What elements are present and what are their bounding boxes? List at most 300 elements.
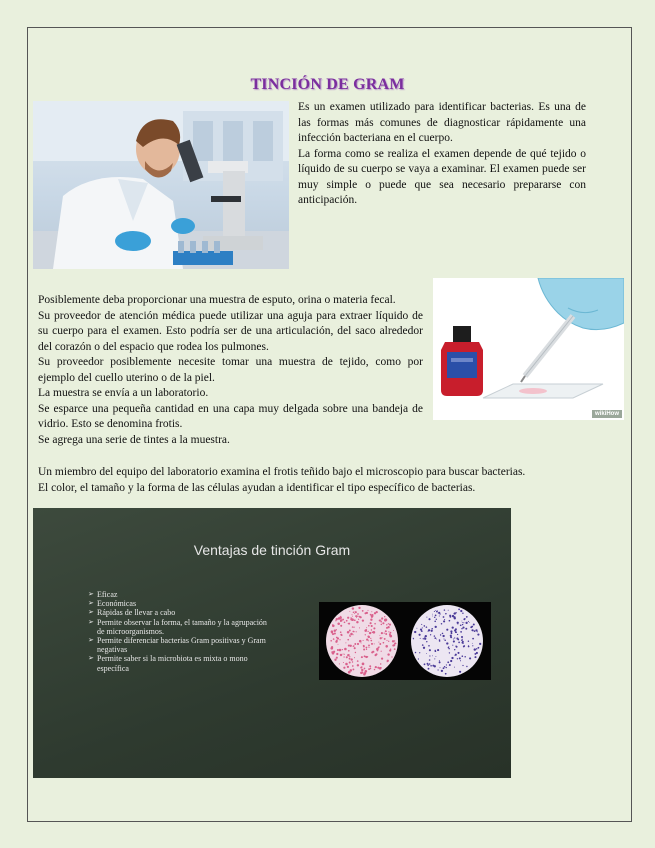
stained-cell xyxy=(349,630,351,632)
stained-cell xyxy=(390,648,391,649)
stained-cell xyxy=(368,625,370,627)
stained-cell xyxy=(364,670,367,673)
stained-cell xyxy=(354,619,356,621)
gram-advantages-slide xyxy=(33,508,511,778)
stained-cell xyxy=(336,629,337,630)
stained-cell xyxy=(371,625,373,627)
stained-cell xyxy=(343,667,345,669)
stained-cell xyxy=(449,620,451,622)
stained-cell xyxy=(387,660,389,662)
stained-cell xyxy=(349,636,350,637)
stained-cell xyxy=(459,671,461,673)
stained-cell xyxy=(461,628,462,629)
stained-cell xyxy=(390,635,393,638)
stained-cell xyxy=(340,618,341,619)
stained-cell xyxy=(468,621,469,622)
stained-cell xyxy=(340,621,341,622)
stained-cell xyxy=(386,640,387,641)
stained-cell xyxy=(394,642,396,644)
stained-cell xyxy=(361,643,362,644)
stained-cell xyxy=(421,624,422,625)
stained-cell xyxy=(459,657,461,659)
stained-cell xyxy=(362,610,364,612)
stained-cell xyxy=(455,646,456,647)
stained-cell xyxy=(364,668,366,670)
list-item: ➢ Permite diferenciar bacterias Gram positivas y Gram negativas xyxy=(88,636,266,655)
stained-cell xyxy=(354,631,355,632)
procedure-paragraph: Se esparce una pequeña cantidad en una capa muy delgada sobre una bandeja de vidrio. Esto se denomina frotis. xyxy=(38,402,423,430)
stained-cell xyxy=(452,626,454,628)
stained-cell xyxy=(429,655,430,656)
stained-cell xyxy=(439,661,441,663)
stained-cell xyxy=(420,638,421,639)
stained-cell xyxy=(441,670,443,672)
stained-cell xyxy=(376,611,378,613)
stained-cell xyxy=(453,641,455,643)
stained-cell xyxy=(462,613,463,614)
stained-cell xyxy=(434,665,436,667)
stained-cell xyxy=(342,619,344,621)
stained-cell xyxy=(472,645,473,646)
stained-cell xyxy=(394,648,396,650)
arrow-bullet-icon: ➢ xyxy=(88,599,94,608)
stained-cell xyxy=(445,613,446,614)
stained-cell xyxy=(430,665,432,667)
stained-cell xyxy=(462,627,464,629)
stained-cell xyxy=(445,673,447,675)
stained-cell xyxy=(444,639,446,641)
stained-cell xyxy=(440,667,441,668)
stained-cell xyxy=(384,638,386,640)
stained-cell xyxy=(474,648,476,650)
stained-cell xyxy=(374,623,376,625)
stained-cell xyxy=(429,659,431,661)
stained-cell xyxy=(333,651,335,653)
stained-cell xyxy=(355,615,357,617)
procedure-paragraph: La muestra se envía a un laboratorio. xyxy=(38,387,209,399)
stained-cell xyxy=(471,626,473,628)
stained-cell xyxy=(421,630,423,632)
stained-cell xyxy=(385,645,388,648)
stained-cell xyxy=(374,643,375,644)
stained-cell xyxy=(464,656,466,658)
stained-cell xyxy=(460,631,462,633)
stained-cell xyxy=(370,619,372,621)
stained-cell xyxy=(353,634,354,635)
stained-cell xyxy=(370,622,372,624)
stained-cell xyxy=(469,622,470,623)
stained-cell xyxy=(344,654,345,655)
stained-cell xyxy=(460,610,462,612)
stained-cell xyxy=(426,617,427,618)
stained-cell xyxy=(349,611,350,612)
stained-cell xyxy=(437,669,438,670)
stained-cell xyxy=(457,634,458,635)
stained-cell xyxy=(383,642,385,644)
stained-cell xyxy=(460,624,462,626)
stained-cell xyxy=(444,619,445,620)
stained-cell xyxy=(381,624,383,626)
stained-cell xyxy=(426,626,428,628)
stained-cell xyxy=(440,634,441,635)
stained-cell xyxy=(350,617,351,618)
stained-cell xyxy=(344,621,346,623)
stained-cell xyxy=(462,624,463,625)
stained-cell xyxy=(354,611,355,612)
stained-cell xyxy=(352,614,353,615)
stained-cell xyxy=(441,623,443,625)
stained-cell xyxy=(341,620,342,621)
stained-cell xyxy=(457,652,459,654)
stained-cell xyxy=(462,621,463,622)
stained-cell xyxy=(380,637,382,639)
stained-cell xyxy=(357,664,359,666)
stained-cell xyxy=(446,664,447,665)
stained-cell xyxy=(340,634,342,636)
list-item: ➢ Permite saber si la microbiota es mixta o mono específica xyxy=(88,654,248,673)
intro-paragraph: La forma como se realiza el examen depende de qué tejido o líquido de su cuerpo se vaya a examinar. El examen puede ser muy simple o puede que sea necesario prepararse con anticipación. xyxy=(298,147,586,206)
stained-cell xyxy=(458,609,460,611)
stained-cell xyxy=(367,610,368,611)
stained-cell xyxy=(347,666,349,668)
stained-cell xyxy=(428,631,429,632)
stained-cell xyxy=(363,645,365,647)
procedure-paragraph: Su proveedor posiblemente necesite tomar una muestra de tejido, como por ejemplo del cuello uterino o de la piel. xyxy=(38,356,423,384)
stained-cell xyxy=(364,629,367,632)
stained-cell xyxy=(428,668,430,670)
stained-cell xyxy=(340,625,342,627)
stained-cell xyxy=(369,647,370,648)
stained-cell xyxy=(384,619,387,622)
stained-cell xyxy=(350,618,352,620)
stained-cell xyxy=(356,631,357,632)
stained-cell xyxy=(454,649,455,650)
stained-cell xyxy=(349,658,350,659)
arrow-bullet-icon: ➢ xyxy=(88,608,94,617)
stained-cell xyxy=(379,646,380,647)
stained-cell xyxy=(451,657,453,659)
list-item: ➢ Eficaz xyxy=(88,590,118,599)
stained-cell xyxy=(392,640,394,642)
stained-cell xyxy=(362,619,364,621)
stained-cell xyxy=(429,663,431,665)
stained-cell xyxy=(382,617,383,618)
stained-cell xyxy=(468,641,469,642)
stained-cell xyxy=(354,613,355,614)
advantages-list xyxy=(88,590,268,673)
stained-cell xyxy=(347,639,349,641)
stained-cell xyxy=(465,628,467,630)
stained-cell xyxy=(387,653,389,655)
stained-cell xyxy=(340,631,342,633)
stained-cell xyxy=(418,658,419,659)
stained-cell xyxy=(460,660,461,661)
stained-cell xyxy=(365,634,366,635)
stained-cell xyxy=(371,611,372,612)
stained-cell xyxy=(336,637,338,639)
stained-cell xyxy=(349,634,350,635)
stained-cell xyxy=(356,621,358,623)
stained-cell xyxy=(349,662,351,664)
stained-cell xyxy=(348,650,350,652)
stained-cell xyxy=(471,629,473,631)
stained-cell xyxy=(426,653,427,654)
stained-cell xyxy=(336,618,338,620)
stained-cell xyxy=(443,667,445,669)
stained-cell xyxy=(439,640,441,642)
stained-cell xyxy=(352,661,353,662)
stained-cell xyxy=(345,663,348,666)
stained-cell xyxy=(413,638,414,639)
stained-cell xyxy=(454,629,456,631)
procedure-paragraph: Posiblemente deba proporcionar una muestra de esputo, orina o materia fecal. xyxy=(38,294,396,306)
stained-cell xyxy=(359,627,360,628)
procedure-paragraph: Se agrega una serie de tintes a la muestra. xyxy=(38,433,230,446)
stained-cell xyxy=(435,610,436,611)
stained-cell xyxy=(434,635,435,636)
stained-cell xyxy=(414,631,416,633)
stained-cell xyxy=(472,638,474,640)
stained-cell xyxy=(366,649,367,650)
stained-cell xyxy=(432,614,433,615)
stained-cell xyxy=(348,623,350,625)
stained-cell xyxy=(369,665,371,667)
stained-cell xyxy=(330,640,332,642)
stained-cell xyxy=(368,640,369,641)
stained-cell xyxy=(353,645,354,646)
stained-cell xyxy=(476,648,477,649)
stained-cell xyxy=(457,658,458,659)
stained-cell xyxy=(466,666,467,667)
stained-cell xyxy=(475,629,477,631)
stained-cell xyxy=(331,630,334,633)
stained-cell xyxy=(473,624,475,626)
stained-cell xyxy=(384,632,385,633)
stained-cell xyxy=(359,616,361,618)
intro-text xyxy=(298,100,586,209)
stained-cell xyxy=(338,644,339,645)
stained-cell xyxy=(360,641,361,642)
stained-cell xyxy=(431,628,432,629)
stained-cell xyxy=(385,633,387,635)
stained-cell xyxy=(423,638,424,639)
stained-cell xyxy=(367,656,369,658)
stained-cell xyxy=(474,656,476,658)
stained-cell xyxy=(423,647,425,649)
stained-cell xyxy=(333,638,335,640)
stained-cell xyxy=(332,624,333,625)
stained-cell xyxy=(352,665,354,667)
stained-cell xyxy=(339,639,340,640)
procedure-text xyxy=(38,293,423,448)
procedure-paragraph: Su proveedor de atención médica puede utilizar una aguja para extraer líquido de su cuerpo para el examen. Esto podría ser de una articulación, del saco alrededor del corazón o del espacio que rodea los pulmones. xyxy=(38,309,423,353)
stained-cell xyxy=(428,618,430,620)
stained-cell xyxy=(338,617,341,620)
stained-cell xyxy=(351,658,353,660)
slide-title: Ventajas de tinción Gram xyxy=(193,542,351,558)
stained-cell xyxy=(334,659,336,661)
stained-cell xyxy=(391,656,392,657)
stained-cell xyxy=(358,619,359,620)
stained-cell xyxy=(443,620,445,622)
stained-cell xyxy=(368,636,370,638)
stained-cell xyxy=(388,631,389,632)
stained-cell xyxy=(343,656,344,657)
stained-cell xyxy=(360,672,362,674)
watermark-badge: wikiHow xyxy=(592,410,622,418)
stained-cell xyxy=(432,616,433,617)
stained-cell xyxy=(367,631,368,632)
list-item: ➢ Permite observar la forma, el tamaño y la agrupación de microorganismos. xyxy=(88,617,267,636)
stained-cell xyxy=(345,642,346,643)
stained-cell xyxy=(449,664,451,666)
stained-cell xyxy=(379,635,380,636)
stained-cell xyxy=(455,654,457,656)
stained-cell xyxy=(372,614,374,616)
stained-cell xyxy=(379,667,382,670)
stained-cell xyxy=(373,627,375,629)
arrow-bullet-icon: ➢ xyxy=(88,636,94,645)
stained-cell xyxy=(352,626,353,627)
stained-cell xyxy=(424,638,426,640)
stained-cell xyxy=(462,622,463,623)
stained-cell xyxy=(455,631,457,633)
stained-cell xyxy=(385,630,387,632)
stained-cell xyxy=(364,612,366,614)
stained-cell xyxy=(450,630,452,632)
stained-cell xyxy=(354,657,355,658)
stained-cell xyxy=(465,622,467,624)
stained-cell xyxy=(450,616,452,618)
stained-cell xyxy=(352,616,353,617)
stained-cell xyxy=(446,642,448,644)
stained-cell xyxy=(389,624,391,626)
stained-cell xyxy=(339,649,342,652)
stained-cell xyxy=(424,637,425,638)
arrow-bullet-icon: ➢ xyxy=(88,590,94,598)
stained-cell xyxy=(356,617,357,618)
stained-cell xyxy=(366,647,368,649)
stained-cell xyxy=(479,643,481,645)
stained-cell xyxy=(336,640,338,642)
results-paragraph: Un miembro del equipo del laboratorio examina el frotis teñido bajo el microscopio para buscar bacterias. xyxy=(38,466,526,478)
stained-cell xyxy=(355,652,356,653)
stained-cell xyxy=(350,645,352,647)
document-title: TINCIÓN DE GRAM xyxy=(250,76,405,93)
stained-cell xyxy=(357,613,359,615)
stained-cell xyxy=(344,648,347,651)
stained-cell xyxy=(393,630,394,631)
stained-cell xyxy=(386,624,387,625)
stained-cell xyxy=(346,620,348,622)
stained-cell xyxy=(422,644,424,646)
stained-cell xyxy=(377,650,379,652)
stained-cell xyxy=(343,662,344,663)
stained-cell xyxy=(346,656,348,658)
stained-cell xyxy=(464,618,465,619)
stained-cell xyxy=(352,607,354,609)
stained-cell xyxy=(336,653,338,655)
stained-cell xyxy=(450,660,452,662)
stained-cell xyxy=(357,616,358,617)
stained-cell xyxy=(375,666,377,668)
gram-stain-micrographs xyxy=(319,602,491,680)
stained-cell xyxy=(370,640,372,642)
stained-cell xyxy=(381,651,382,652)
stained-cell xyxy=(461,636,463,638)
stained-cell xyxy=(350,633,353,636)
pipette-illustration xyxy=(433,278,624,420)
stained-cell xyxy=(452,615,454,617)
stained-cell xyxy=(360,667,362,669)
scientist-illustration xyxy=(33,101,289,269)
stained-cell xyxy=(446,629,448,631)
stained-cell xyxy=(363,640,364,641)
stained-cell xyxy=(451,632,453,634)
stained-cell xyxy=(432,655,433,656)
stained-cell xyxy=(461,642,463,644)
stained-cell xyxy=(368,644,370,646)
stained-cell xyxy=(443,638,444,639)
stained-cell xyxy=(444,609,445,610)
stained-cell xyxy=(478,647,480,649)
micrograph-circles xyxy=(319,602,491,680)
stained-cell xyxy=(371,643,373,645)
intro-paragraph: Es un examen utilizado para identificar bacterias. Es una de las formas más comunes de diagnosticar rápidamente una infección bacteriana en el cuerpo. xyxy=(298,101,586,144)
stained-cell xyxy=(434,658,435,659)
stained-cell xyxy=(355,611,357,613)
stained-cell xyxy=(457,639,459,641)
pipette-slide-photo xyxy=(433,278,624,420)
stained-cell xyxy=(362,663,365,666)
stained-cell xyxy=(357,660,359,662)
stained-cell xyxy=(454,667,455,668)
stained-cell xyxy=(381,632,383,634)
stained-cell xyxy=(330,647,333,650)
stained-cell xyxy=(443,616,445,618)
arrow-bullet-icon: ➢ xyxy=(88,654,94,663)
stained-cell xyxy=(332,634,333,635)
stained-cell xyxy=(378,642,379,643)
stained-cell xyxy=(380,620,381,621)
stained-cell xyxy=(371,629,372,630)
list-item: ➢ Rápidas de llevar a cabo xyxy=(88,608,176,618)
stained-cell xyxy=(437,649,439,651)
stained-cell xyxy=(447,661,449,663)
stained-cell xyxy=(425,635,427,637)
stained-cell xyxy=(434,611,435,612)
stained-cell xyxy=(424,663,426,665)
results-text xyxy=(38,465,618,496)
stained-cell xyxy=(340,654,342,656)
stained-cell xyxy=(415,652,417,654)
stained-cell xyxy=(339,663,340,664)
stained-cell xyxy=(368,647,369,648)
stained-cell xyxy=(366,638,368,640)
stained-cell xyxy=(444,666,445,667)
stained-cell xyxy=(442,633,444,635)
stained-cell xyxy=(382,622,384,624)
gram-positive-micrograph xyxy=(411,605,483,677)
stained-cell xyxy=(379,619,381,621)
stained-cell xyxy=(337,649,339,651)
stained-cell xyxy=(357,643,359,645)
stained-cell xyxy=(431,630,433,632)
stained-cell xyxy=(469,657,471,659)
stained-cell xyxy=(361,669,363,671)
stained-cell xyxy=(381,657,383,659)
stained-cell xyxy=(434,637,436,639)
